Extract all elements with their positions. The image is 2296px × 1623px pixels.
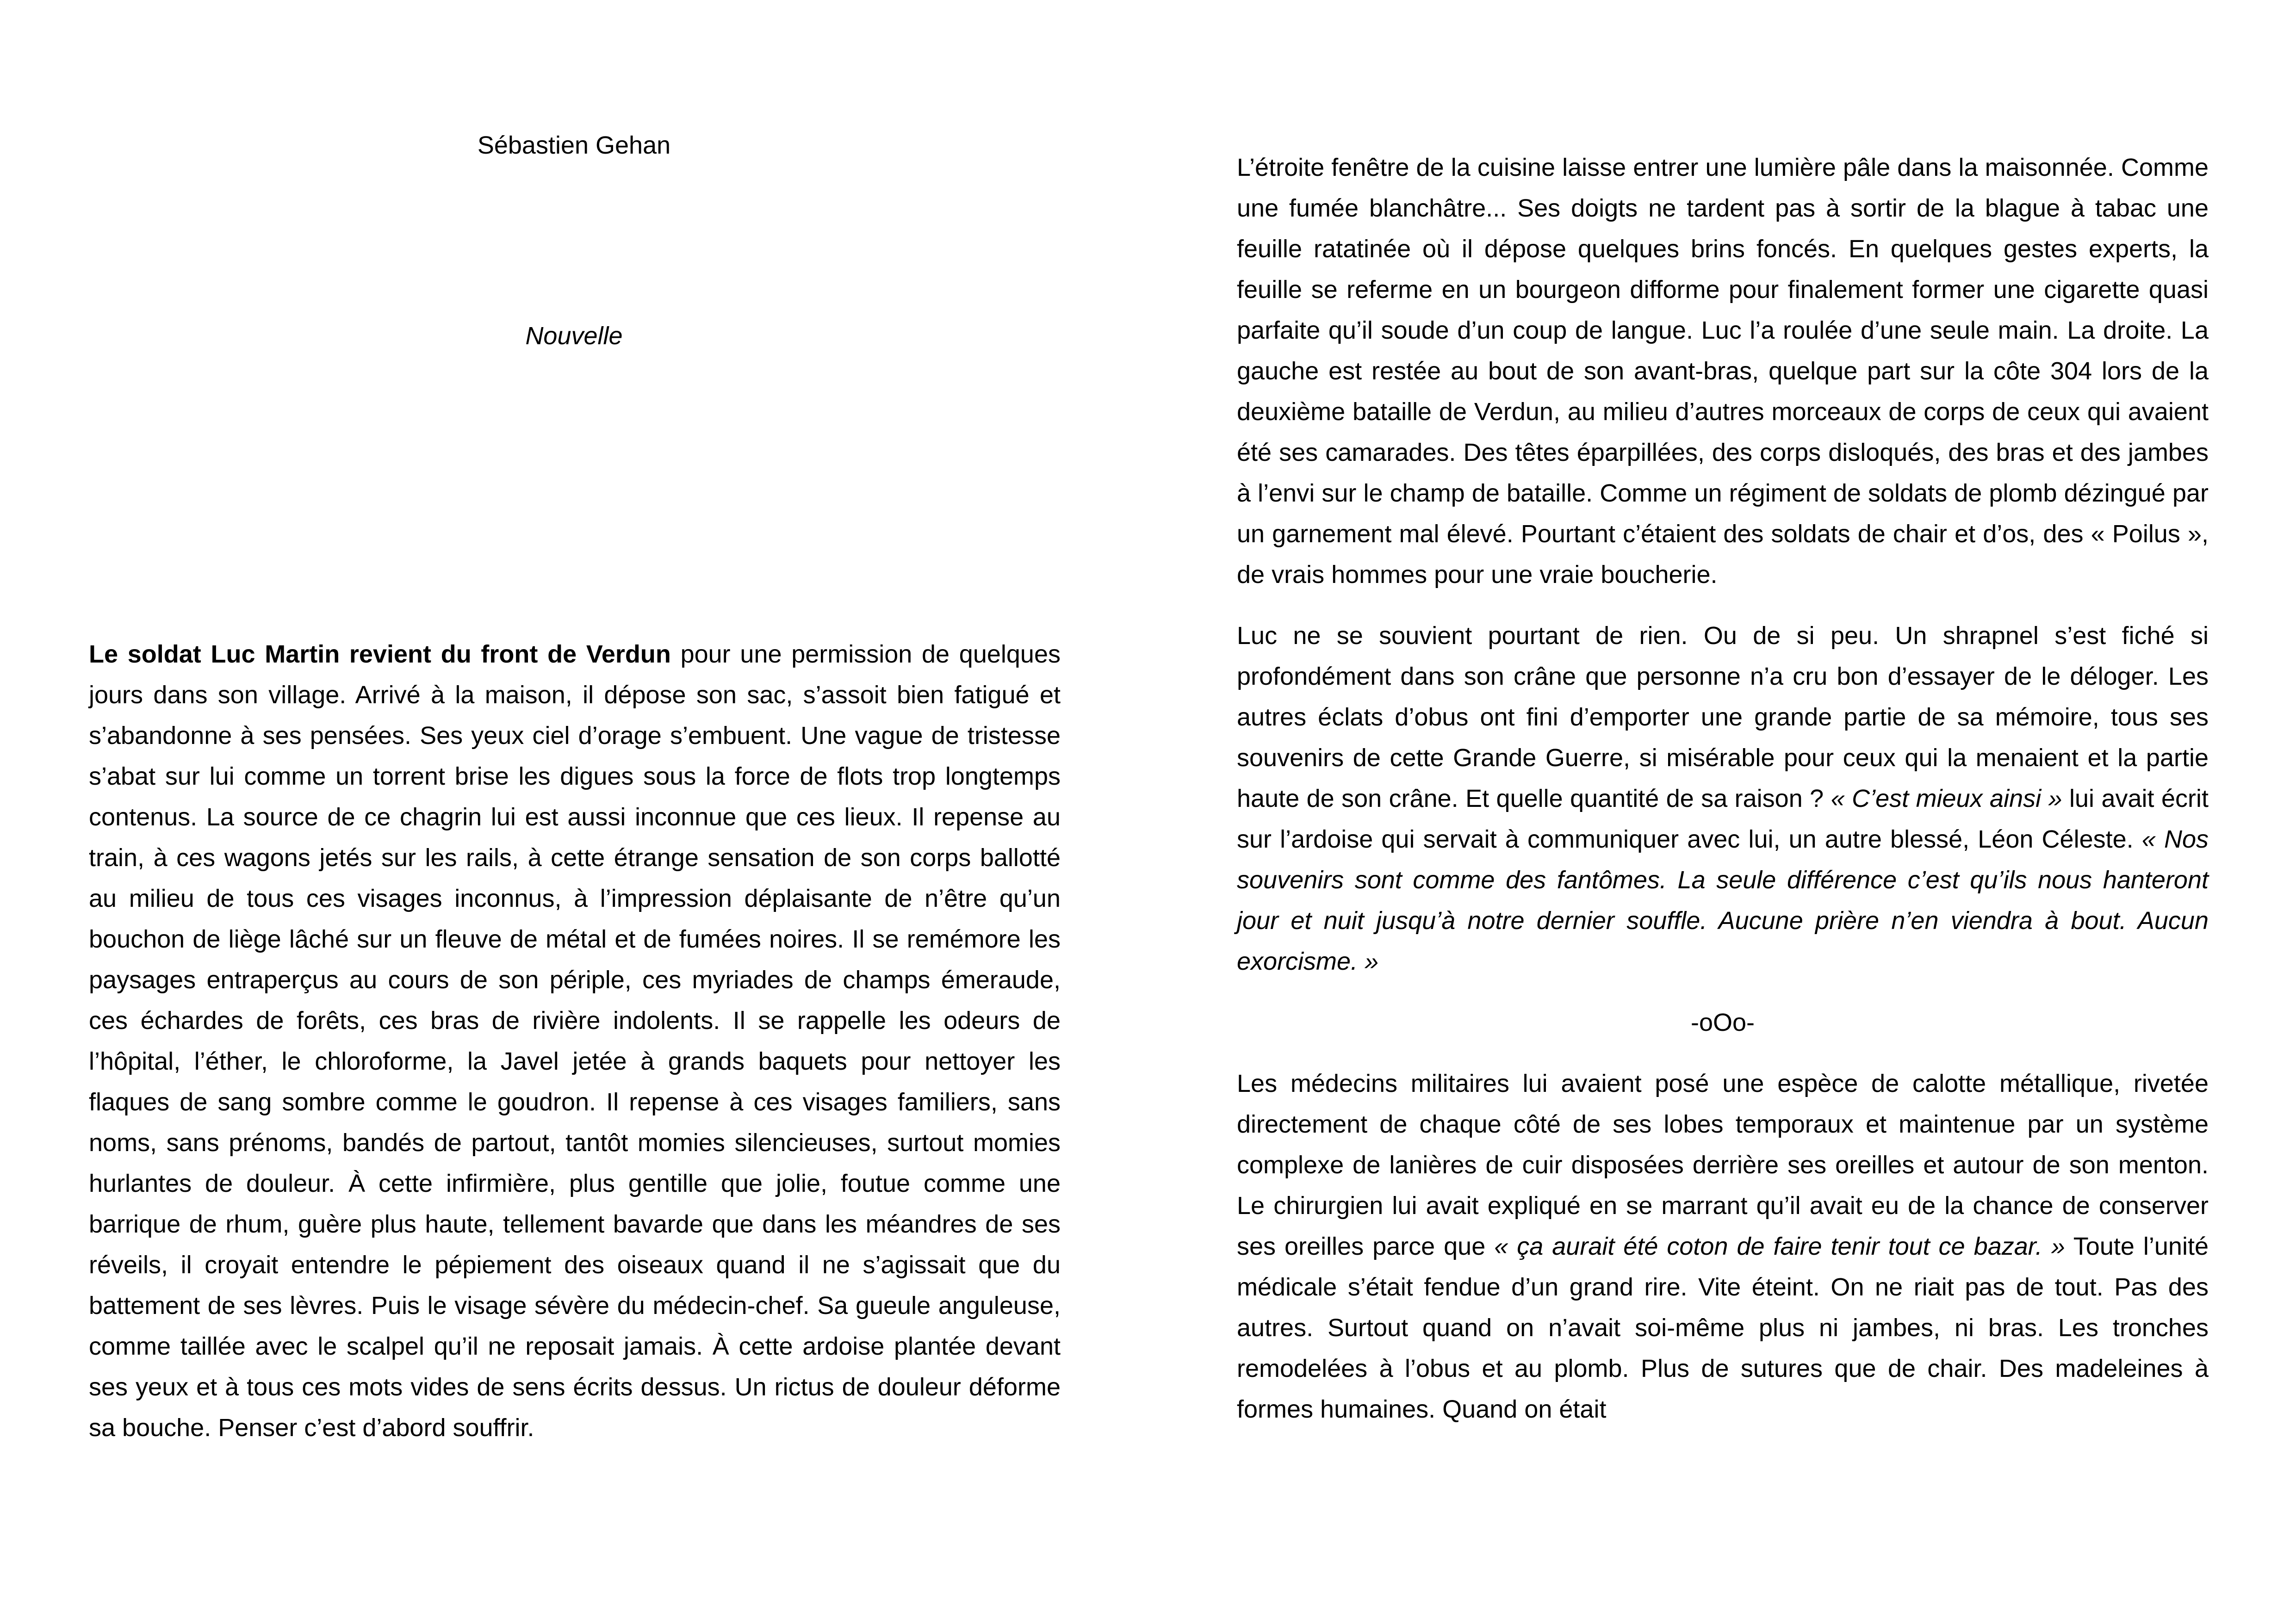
opening-lead: Le soldat Luc Martin revient du front de Verdun [89, 640, 671, 668]
left-text-column [89, 634, 1061, 1448]
right-text-column [1237, 147, 2209, 1430]
kitchen-paragraph: L’étroite fenêtre de la cuisine laisse entrer une lumière pâle dans la maisonnée. Comme une fumée blanchâtre... Ses doigts ne tardent pas à sortir de la blague à tabac une feuille ratatinée où il dépose quelques brins foncés. En quelques gestes experts, la feuille se referme en un bourgeon difforme pour finalement former une cigarette quasi parfaite qu’il soude d’un coup de langue. Luc l’a roulée d’une seule main. La droite. La gauche est restée au bout de son avant-bras, quelque part sur la côte 304 lors de la deuxième bataille de Verdun, au milieu d’autres morceaux de corps de ceux qui avaient été ses camarades. Des têtes éparpillées, des corps disloqués, des bras et des jambes à l’envi sur le champ de bataille. Comme un régiment de soldats de plomb dézingué par un garnement mal élevé. Pourtant c’étaient des soldats de chair et d’os, des « Poilus », de vrais hommes pour une vraie boucherie. [1237, 154, 2209, 588]
section-separator: -oOo- [1690, 1009, 1755, 1036]
opening-text: pour une permission de quelques jours dans son village. Arrivé à la maison, il dépose son sac, s’assoit bien fatigué et s’abandonne à ses pensées. Ses yeux ciel d’orage s’embuent. Une vague de tristesse s’abat sur lui comme un torrent brise les digues sous la force de flots trop longtemps contenus. La source de ce chagrin lui est aussi inconnue que ces lieux. Il repense au train, à ces wagons jetés sur les rails, à cette étrange sensation de son corps ballotté au milieu de tous ces visages inconnus, à l’impression déplaisante de n’être qu’un bouchon de liège lâché sur un fleuve de métal et de fumées noires. Il se remémore les paysages entraperçus au cours de son périple, ces myriades de champs émeraude, ces échardes de forêts, ces bras de rivière indolents. Il se rappelle les odeurs de l’hôpital, l’éther, le chloroforme, la Javel jetée à grands baquets pour nettoyer les flaques de sang sombre comme le goudron. Il repense à ces visages familiers, sans noms, sans prénoms, bandés de partout, tantôt momies silencieuses, surtout momies hurlantes de douleur. À cette infirmière, plus gentille que jolie, foutue comme une barrique de rhum, guère plus haute, tellement bavarde que dans les méandres de ses réveils, il croyait entendre le pépiement des oiseaux quand il ne s’agissait que du battement de ses lèvres. Puis le visage sévère du médecin-chef. Sa gueule anguleuse, comme taillée avec le scalpel qu’il ne reposait jamais. À cette ardoise plantée devant ses yeux et à tous ces mots vides de sens écrits dessus. Un rictus de douleur déforme sa bouche. Penser c’est d’abord souffrir. [89, 640, 1061, 1442]
memory-paragraph [1237, 615, 2209, 982]
doctors-quote: « ça aurait été coton de faire tenir tout ce bazar. » [1494, 1233, 2065, 1260]
doctors-paragraph [1237, 1063, 2209, 1430]
genre-label: Nouvelle [525, 322, 623, 350]
author-name: Sébastien Gehan [477, 131, 671, 159]
memory-quote-a: « C’est mieux ainsi » [1831, 785, 2062, 812]
doctors-text-b: Toute l’unité médicale s’était fendue d’un grand rire. Vite éteint. On ne riait pas de tout. Pas des autres. Surtout quand on n’avait soi-même plus ni jambes, ni bras. Les tronches remodelées à l’obus et au plomb. Plus de sutures que de chair. Des madeleines à formes humaines. Quand on était [1237, 1233, 2209, 1423]
memory-quote-b: « Nos souvenirs sont comme des fantômes. La seule différence c’est qu’ils nous hanteront jour et nuit jusqu’à notre dernier souffle. Aucune prière n’en viendra à bout. Aucun exorcisme. » [1237, 825, 2209, 975]
memory-text-a: Luc ne se souvient pourtant de rien. Ou de si peu. Un shrapnel s’est fiché si profondément dans son crâne que personne n’a cru bon d’essayer de le déloger. Les autres éclats d’obus ont fini d’emporter une grande partie de sa mémoire, tous ses souvenirs de cette Grande Guerre, si misérable pour ceux qui la menaient et la partie haute de son crâne. Et quelle quantité de sa raison ? [1237, 622, 2209, 812]
memory-text-b: lui avait écrit sur l’ardoise qui servait à communiquer avec lui, un autre blessé, Léon Céleste. [1237, 785, 2209, 853]
opening-paragraph [89, 634, 1061, 1448]
doctors-text-a: Les médecins militaires lui avaient posé une espèce de calotte métallique, rivetée directement de chaque côté de ses lobes temporaux et maintenue par un système complexe de lanières de cuir disposées derrière ses oreilles et autour de son menton. Le chirurgien lui avait expliqué en se marrant qu’il avait eu de la chance de conserver ses oreilles parce que [1237, 1070, 2209, 1260]
right-page [1148, 0, 2296, 1623]
